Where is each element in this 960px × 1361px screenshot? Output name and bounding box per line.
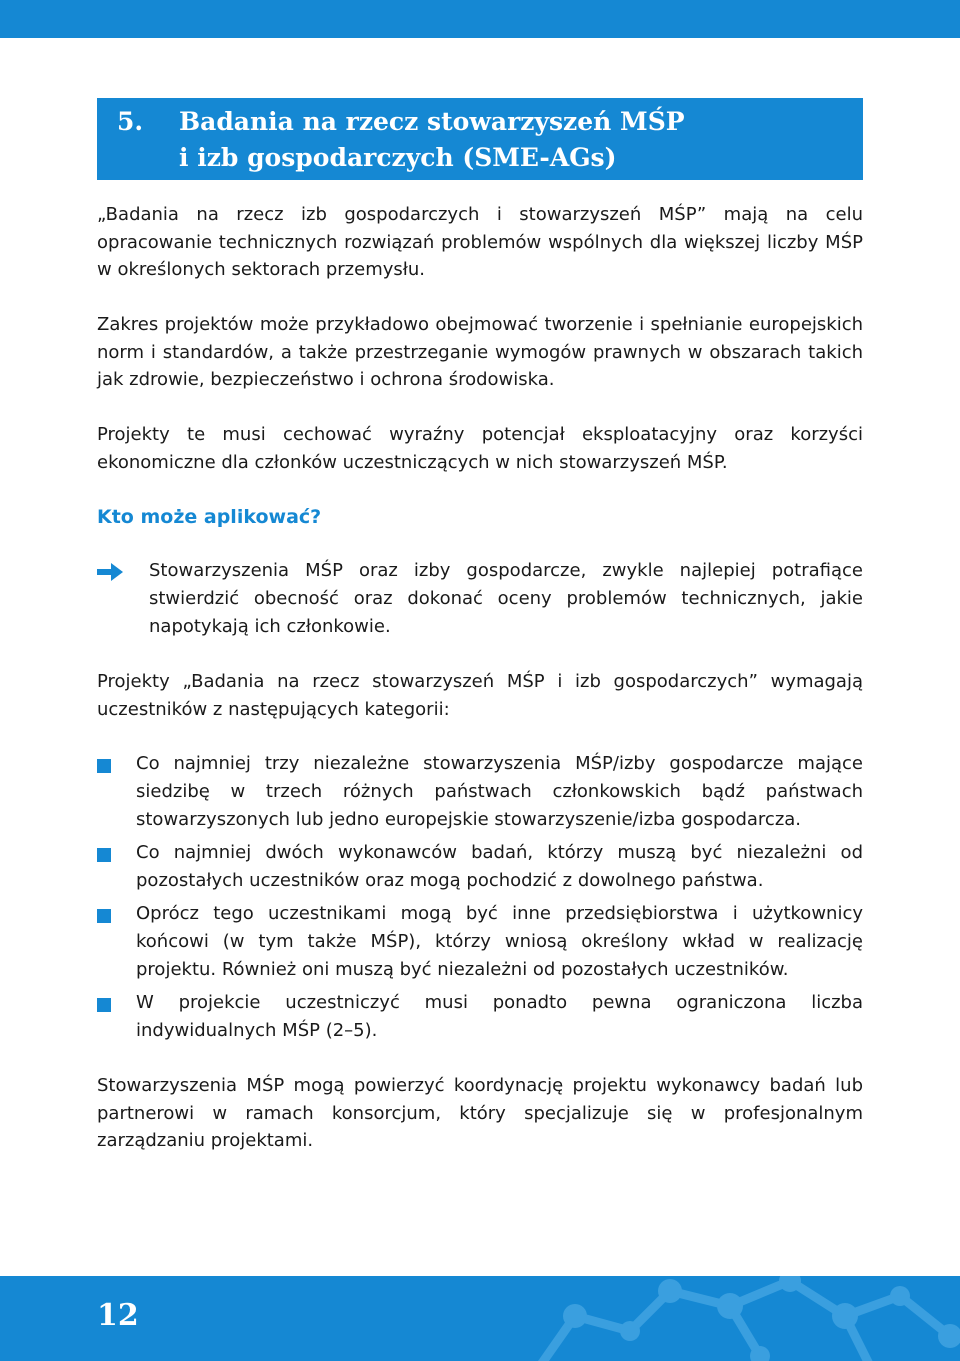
molecule-decoration-icon (480, 1276, 960, 1361)
square-bullet-icon (97, 909, 111, 923)
potential-paragraph: Projekty te musi cechować wyraźny potencjał eksploatacyjny oraz korzyści ekonomiczne dla członków uczestniczących w nich stowarzyszeń MŚP. (97, 424, 863, 473)
page-footer (0, 1276, 960, 1361)
section-number: 5. (117, 107, 144, 136)
square-bullet-icon (97, 759, 111, 773)
intro-paragraph: „Badania na rzecz izb gospodarczych i stowarzyszeń MŚP” mają na celu opracowanie technicznych rozwiązań problemów wspólnych dla większej liczby MŚP w określonych sektorach przemysłu. (97, 204, 863, 280)
square-bullet-icon (97, 998, 111, 1012)
scope-paragraph: Zakres projektów może przykładowo obejmować tworzenie i spełnianie europejskich norm i standardów, a także przestrzeganie wymogów prawnych w obszarach takich jak zdrowie, bezpieczeństwo i ochrona środowiska. (97, 314, 863, 390)
requirements-intro: Projekty „Badania na rzecz stowarzyszeń MŚP i izb gospodarczych” wymagają uczestników z następujących kategorii: (97, 671, 863, 720)
section-header (97, 98, 863, 180)
arrow-item-text: Stowarzyszenia MŚP oraz izby gospodarcze, zwykle najlepiej potrafiące stwierdzić obecność oraz dokonać oceny problemów technicznych, jakie napotykają ich członkowie. (149, 560, 863, 637)
top-color-bar (0, 0, 960, 38)
page-number: 12 (97, 1298, 139, 1333)
who-can-apply-heading: Kto może aplikować? (97, 506, 322, 528)
closing-paragraph: Stowarzyszenia MŚP mogą powierzyć koordynację projektu wykonawcy badań lub partnerowi w ramach konsorcjum, który specjalizuje się w profesjonalnym zarządzaniu projektami. (97, 1075, 863, 1151)
arrow-right-icon (97, 563, 123, 581)
section-title-line1: 5. Badania na rzecz stowarzyszeń MŚP (117, 104, 863, 140)
section-title-line2: i izb gospodarczych (SME-AGs) (179, 143, 617, 172)
square-bullet-icon (97, 848, 111, 862)
